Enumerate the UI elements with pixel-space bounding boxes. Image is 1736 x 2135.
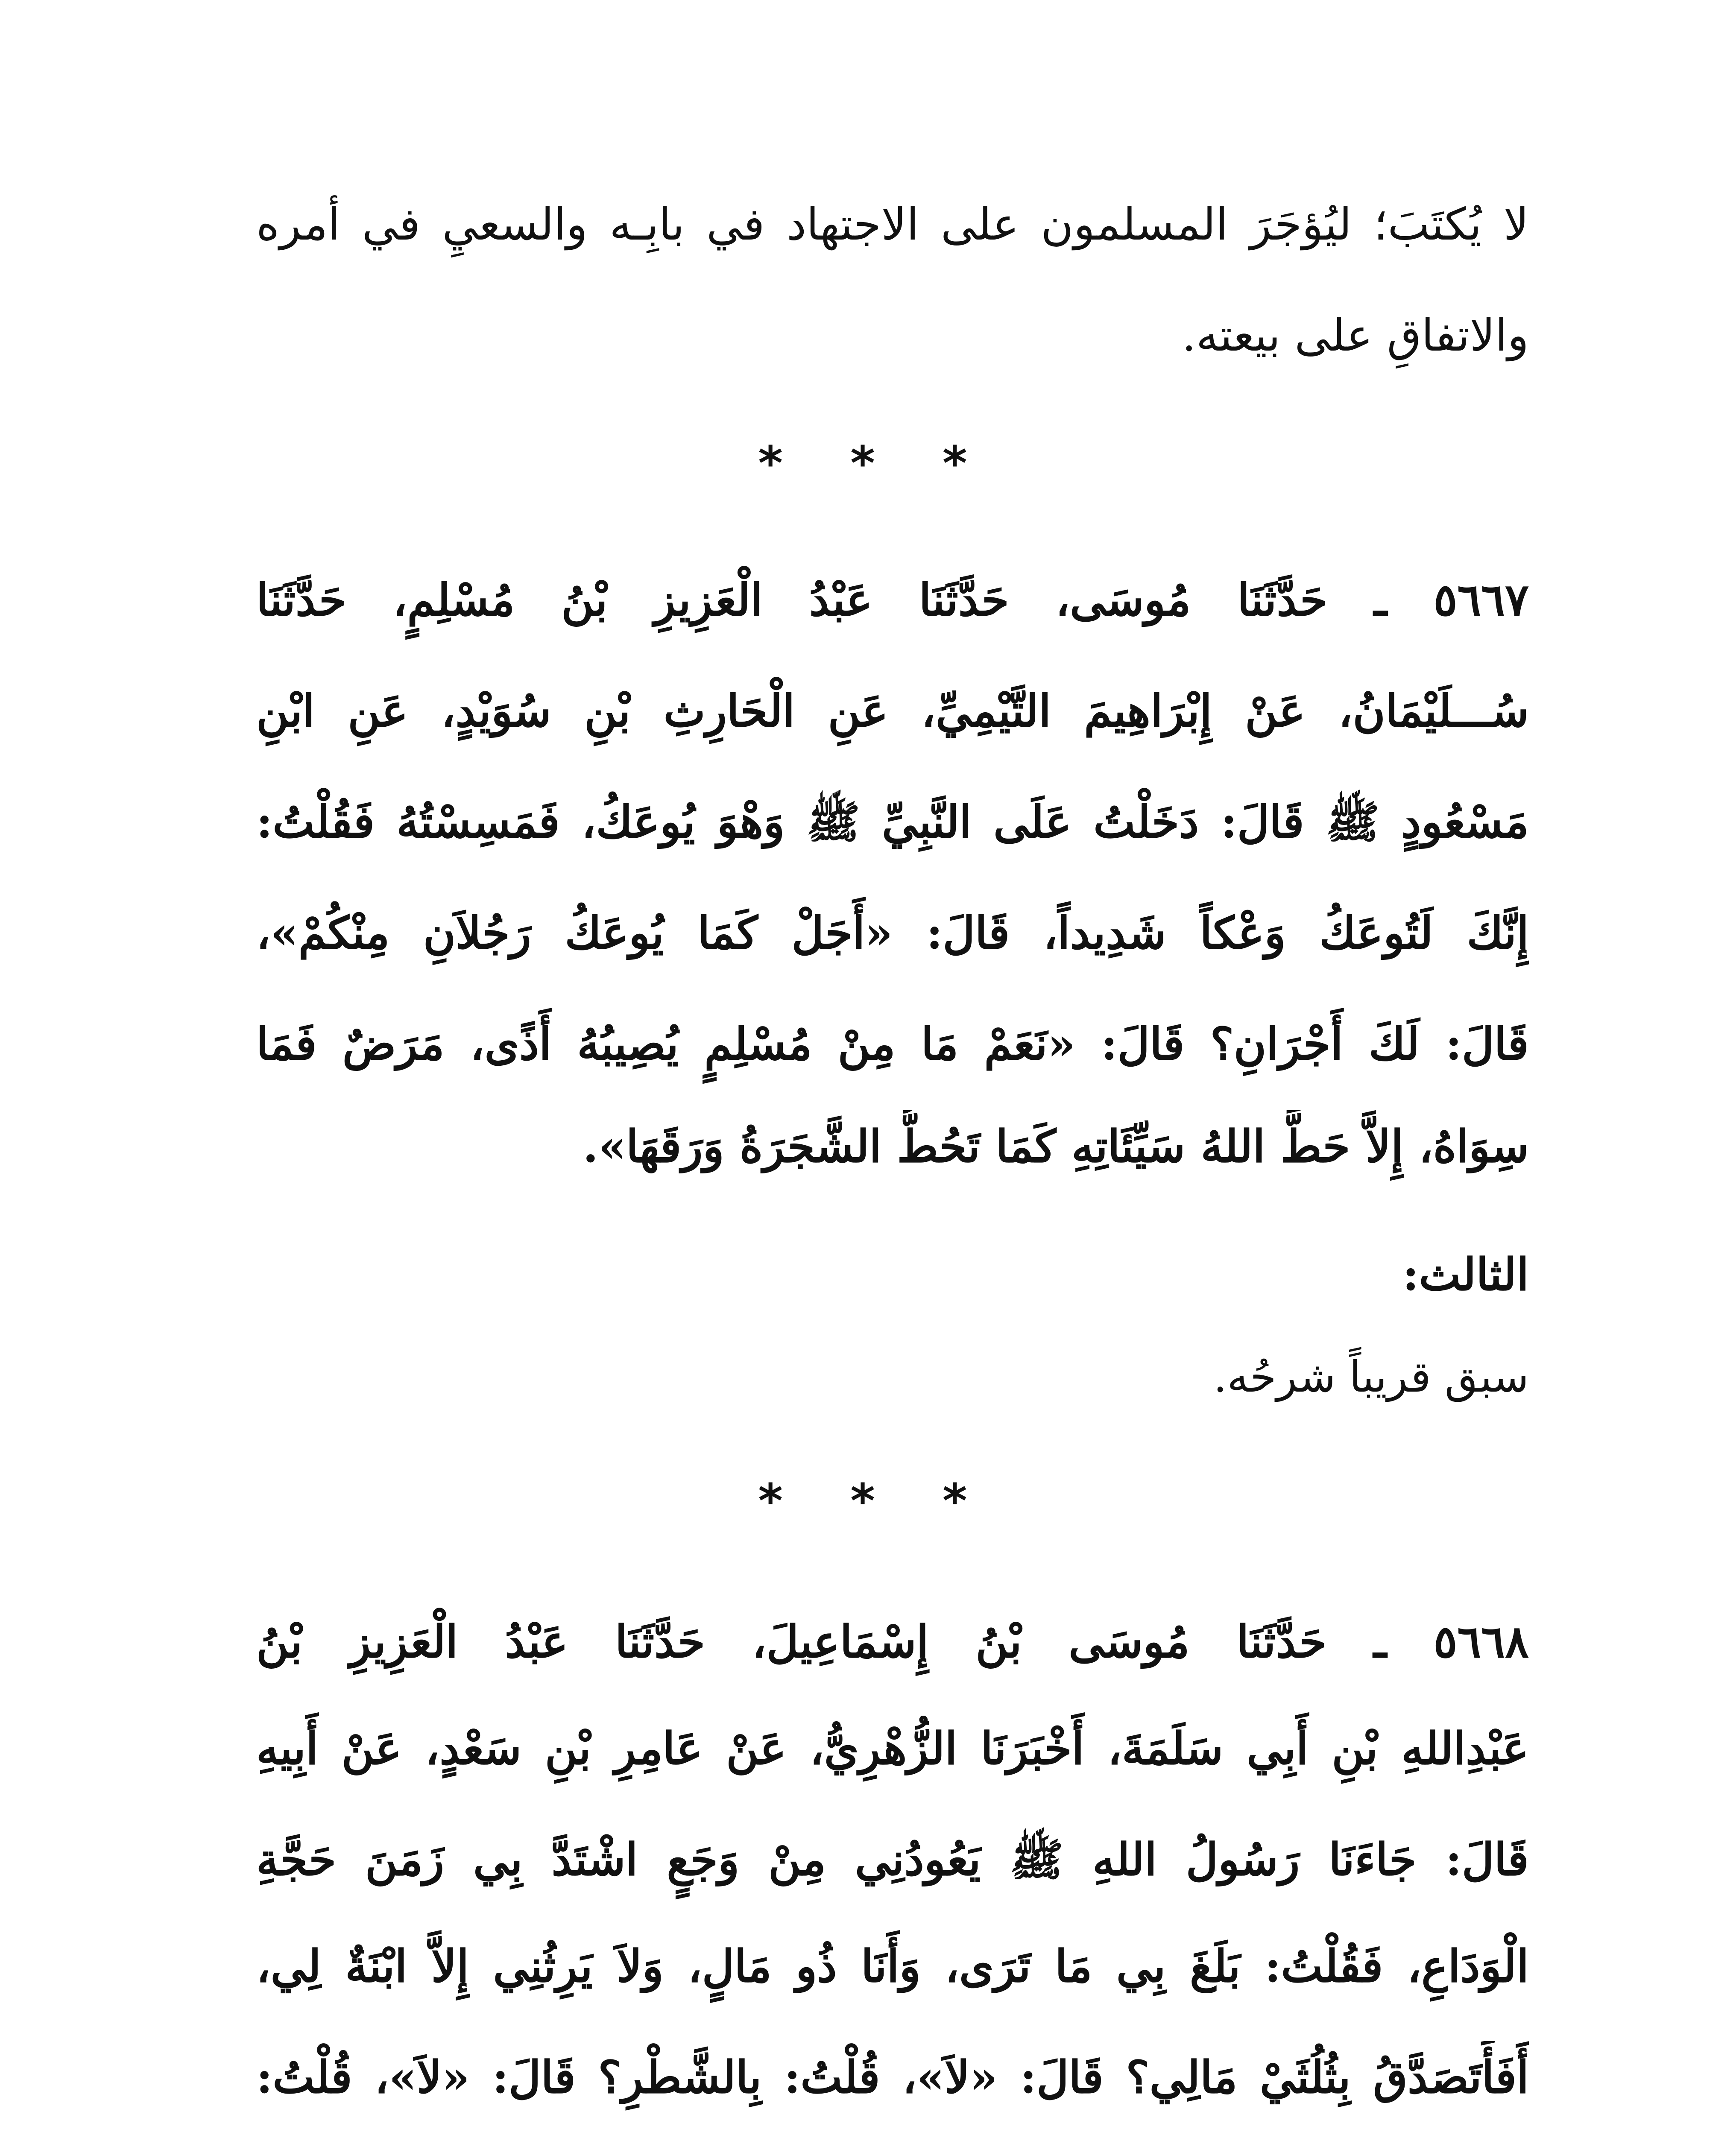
intro-line-2: والاتفاقِ على بيعته. (1182, 309, 1529, 361)
section-heading-third: الثالث: (1402, 1248, 1529, 1301)
hadith-5668-line-4: الْوَدَاعِ، فَقُلْتُ: بَلَغَ بِي مَا تَرَى، وَأَنَا ذُو مَالٍ، وَلاَ يَرِثُنِي إِلاَّ ابْنَةٌ لِي، (256, 1940, 1529, 1992)
hadith-5667-line-2: سُـــلَيْمَانُ، عَنْ إِبْرَاهِيمَ التَّيْمِيِّ، عَنِ الْحَارِثِ بْنِ سُوَيْدٍ، عَنِ ابْنِ (256, 684, 1529, 737)
hadith-5668-line-1: ٥٦٦٨ ـ حَدَّثَنَا مُوسَى بْنُ إِسْمَاعِيلَ، حَدَّثَنَا عَبْدُ الْعَزِيزِ بْنُ (256, 1615, 1529, 1668)
hadith-5667-line-5: قَالَ: لَكَ أَجْرَانِ؟ قَالَ: «نَعَمْ مَا مِنْ مُسْلِمٍ يُصِيبُهُ أَذًى، مَرَضٌ فَمَا (256, 1018, 1529, 1070)
hadith-5667-line-1: ٥٦٦٧ ـ حَدَّثَنَا مُوسَى، حَدَّثَنَا عَبْدُ الْعَزِيزِ بْنُ مُسْلِمٍ، حَدَّثَنَا (256, 573, 1529, 626)
section-separator: * * * (758, 1474, 993, 1528)
hadith-5667-line-6: سِوَاهُ، إِلاَّ حَطَّ اللهُ سَيِّئَاتِهِ كَمَا تَحُطُّ الشَّجَرَةُ وَرَقَهَا». (583, 1120, 1529, 1173)
hadith-5667-line-4: إِنَّكَ لَتُوعَكُ وَعْكاً شَدِيداً، قَالَ: «أَجَلْ كَمَا يُوعَكُ رَجُلاَنِ مِنْكُمْ»، (256, 907, 1529, 959)
hadith-5667-line-3: مَسْعُودٍ ﷺ قَالَ: دَخَلْتُ عَلَى النَّبِيِّ ﷺ وَهْوَ يُوعَكُ، فَمَسِسْتُهُ فَقُلْتُ: (256, 796, 1529, 848)
intro-line-1: لا يُكتَبَ؛ ليُؤجَرَ المسلمون على الاجتهاد في بابِـه والسعيِ في أمره (256, 198, 1529, 250)
section-third-text: سبق قريباً شرحُه. (1213, 1352, 1529, 1402)
section-separator: * * * (758, 436, 993, 491)
hadith-5668-line-2: عَبْدِاللهِ بْنِ أَبِي سَلَمَةَ، أَخْبَرَنَا الزُّهْرِيُّ، عَنْ عَامِرِ بْنِ سَعْدٍ، عَنْ أَبِيهِ (256, 1722, 1529, 1775)
hadith-5668-line-5: أَفَأَتَصَدَّقُ بِثُلُثَيْ مَالِي؟ قَالَ: «لاَ»، قُلْتُ: بِالشَّطْرِ؟ قَالَ: «لاَ»، قُلْتُ: (256, 2051, 1529, 2103)
hadith-5668-line-3: قَالَ: جَاءَنَا رَسُولُ اللهِ ﷺ يَعُودُنِي مِنْ وَجَعٍ اشْتَدَّ بِي زَمَنَ حَجَّةِ (256, 1833, 1529, 1886)
